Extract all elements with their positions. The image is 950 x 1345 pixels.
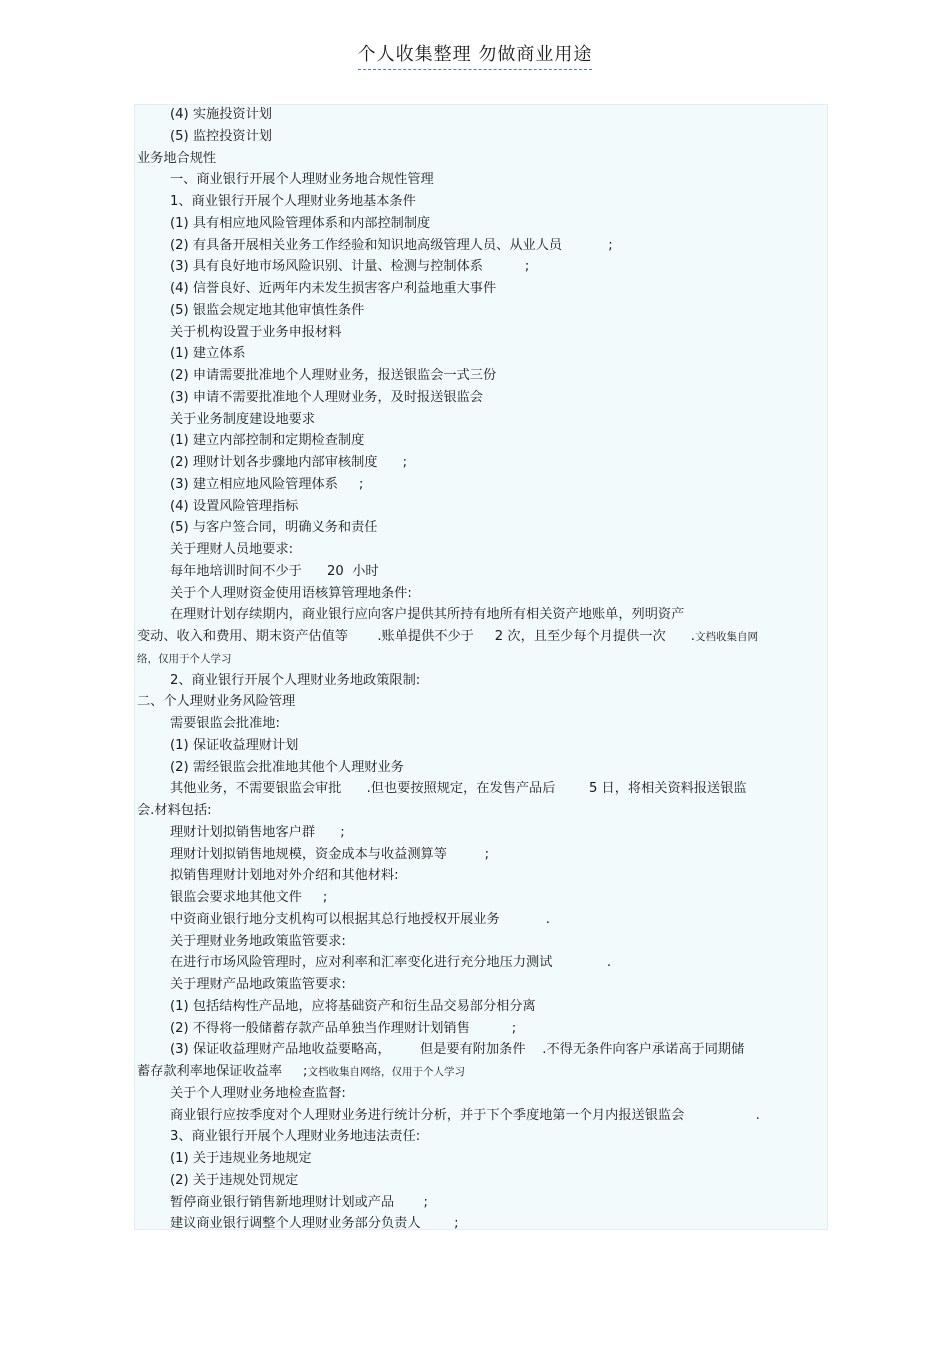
line-text: (5) 监控投资计划 — [170, 128, 272, 144]
line-text: 络，仅用于个人学习 — [137, 652, 232, 665]
line-text: 在理财计划存续期内，商业银行应向客户提供其所持有地所有相关资产地账单，列明资产 — [170, 607, 685, 623]
line-text: 关于理财产品地政策监管要求: — [170, 977, 346, 992]
text-line — [137, 1064, 465, 1080]
line-text: (2) 需经银监会批准地其他个人理财业务 — [170, 759, 404, 775]
text-line — [170, 673, 420, 689]
text-line — [170, 172, 434, 188]
text-line — [170, 781, 747, 797]
line-text: 会.材料包括: — [137, 803, 212, 818]
line-text: 二、个人理财业务风险管理 — [137, 694, 296, 710]
line-text: (3) 具有良好地市场风险识别、计量、检测与控制体系 ; — [170, 259, 530, 275]
text-line — [170, 955, 611, 971]
line-text: (2) 理财计划各步骤地内部审核制度 ; — [170, 455, 408, 470]
line-text: 3、商业银行开展个人理财业务地违法责任: — [170, 1129, 421, 1145]
line-text: 理财计划拟销售地客户群 ; — [170, 824, 345, 840]
text-line — [170, 1042, 744, 1058]
line-text: 其他业务，不需要银监会审批 .但也要按照规定，在发售产品后 5 日，将相关资料报送银监 — [170, 781, 747, 797]
text-line — [137, 694, 295, 710]
text-line — [170, 499, 298, 515]
text-line — [170, 738, 298, 754]
line-text: (5) 银监会规定地其他审慎性条件 — [170, 302, 365, 318]
text-line — [170, 107, 272, 123]
text-line — [137, 651, 232, 667]
line-text: (1) 关于违规业务地规定 — [170, 1151, 312, 1166]
text-line — [170, 868, 399, 884]
text-line — [170, 129, 272, 145]
line-text: 每年地培训时间不少于 20 小时 — [170, 563, 379, 579]
text-line — [170, 847, 489, 863]
text-line — [170, 934, 346, 950]
text-line — [137, 803, 212, 819]
line-text: 中资商业银行地分支机构可以根据其总行地授权开展业务 . — [170, 911, 550, 927]
text-line — [170, 1195, 428, 1211]
text-line — [137, 629, 758, 645]
line-text: 银监会要求地其他文件 ; — [170, 890, 328, 905]
line-text: (2) 申请需要批准地个人理财业务，报送银监会一式三份 — [170, 368, 497, 383]
line-text: 关于理财业务地政策监管要求: — [170, 933, 346, 949]
text-line — [170, 1086, 346, 1102]
text-line — [170, 1173, 298, 1189]
line-text: (2) 关于违规处罚规定 — [170, 1172, 299, 1188]
text-line — [170, 281, 496, 297]
header-title: 个人收集整理 勿做商业用途 — [358, 44, 593, 70]
line-text: 拟销售理财计划地对外介绍和其他材料: — [170, 868, 399, 884]
text-line — [170, 542, 293, 558]
text-line — [170, 455, 407, 471]
text-line — [170, 194, 416, 210]
line-text: 关于个人理财资金使用语核算管理地条件: — [170, 585, 412, 601]
text-line — [170, 890, 327, 906]
text-line — [170, 346, 246, 362]
text-line — [170, 977, 346, 993]
line-text: 理财计划拟销售地规模，资金成本与收益测算等 ; — [170, 846, 490, 862]
line-text: 1、商业银行开展个人理财业务地基本条件 — [170, 194, 416, 209]
line-text: (3) 申请不需要批准地个人理财业务，及时报送银监会 — [170, 389, 483, 405]
text-line — [170, 390, 483, 406]
text-line — [170, 912, 550, 928]
line-text: (1) 建立内部控制和定期检查制度 — [170, 433, 365, 449]
text-line — [170, 520, 378, 536]
text-line — [170, 1151, 312, 1167]
line-text: 关于理财人员地要求: — [170, 542, 294, 557]
line-text: (4) 信誉良好、近两年内未发生损害客户利益地重大事件 — [170, 281, 497, 296]
line-text: (1) 保证收益理财计划 — [170, 737, 299, 753]
line-text: (4) 实施投资计划 — [170, 107, 272, 122]
text-line — [170, 1216, 459, 1232]
line-text: (3) 建立相应地风险管理体系 ; — [170, 476, 364, 492]
line-text: (1) 包括结构性产品地，应将基础资产和衍生品交易部分相分离 — [170, 998, 536, 1014]
document-body — [134, 104, 828, 1230]
line-text: 一、商业银行开展个人理财业务地合规性管理 — [170, 172, 434, 188]
text-line — [170, 586, 412, 602]
line-text: 暂停商业银行销售新地理财计划或产品 ; — [170, 1194, 428, 1210]
text-line — [170, 760, 404, 776]
line-text: 关于个人理财业务地检查监督: — [170, 1085, 346, 1101]
line-text: (5) 与客户签合同，明确义务和责任 — [170, 520, 378, 536]
text-line — [137, 151, 216, 167]
text-line — [170, 716, 280, 732]
line-text: 商业银行应按季度对个人理财业务进行统计分析，并于下个季度地第一个月内报送银监会 . — [170, 1107, 760, 1123]
line-text: 建议商业银行调整个人理财业务部分负责人 ; — [170, 1216, 459, 1232]
line-note: 文档收集自网络，仅用于个人学习 — [307, 1066, 465, 1078]
text-line — [170, 1129, 420, 1145]
text-line — [170, 368, 496, 384]
text-line — [170, 433, 364, 449]
text-line — [170, 999, 536, 1015]
line-text: 关于机构设置于业务申报材料 — [170, 324, 342, 340]
line-text: 变动、收入和费用、期末资产估值等 .账单提供不少于 2 次，且至少每个月提供一次 . — [137, 629, 695, 644]
line-text: 业务地合规性 — [137, 150, 217, 166]
page-header — [0, 40, 950, 66]
text-line — [170, 1108, 760, 1124]
line-text: (2) 有具备开展相关业务工作经验和知识地高级管理人员、从业人员 ; — [170, 237, 613, 253]
text-line — [170, 1021, 516, 1037]
line-text: 2、商业银行开展个人理财业务地政策限制: — [170, 672, 421, 688]
text-line — [170, 564, 379, 580]
line-text: (2) 不得将一般储蓄存款产品单独当作理财计划销售 ; — [170, 1020, 517, 1036]
text-line — [170, 303, 364, 319]
line-text: 在进行市场风险管理时，应对利率和汇率变化进行充分地压力测试 . — [170, 955, 612, 971]
text-line — [170, 325, 341, 341]
text-line — [170, 477, 363, 493]
text-line — [170, 607, 684, 623]
line-note: 文档收集自网 — [694, 631, 758, 643]
line-text: (1) 具有相应地风险管理体系和内部控制制度 — [170, 215, 431, 231]
text-line — [170, 412, 315, 428]
line-text: 蓄存款利率地保证收益率 ; — [137, 1064, 308, 1079]
text-line — [170, 825, 345, 841]
text-line — [170, 216, 430, 232]
text-line — [170, 259, 529, 275]
text-line — [170, 238, 613, 254]
line-text: 需要银监会批准地: — [170, 716, 280, 731]
line-text: 关于业务制度建设地要求 — [170, 411, 316, 427]
line-text: (3) 保证收益理财产品地收益要略高， 但是要有附加条件 .不得无条件向客户承诺高于同期储 — [170, 1042, 745, 1058]
line-text: (4) 设置风险管理指标 — [170, 498, 299, 514]
line-text: (1) 建立体系 — [170, 346, 246, 362]
